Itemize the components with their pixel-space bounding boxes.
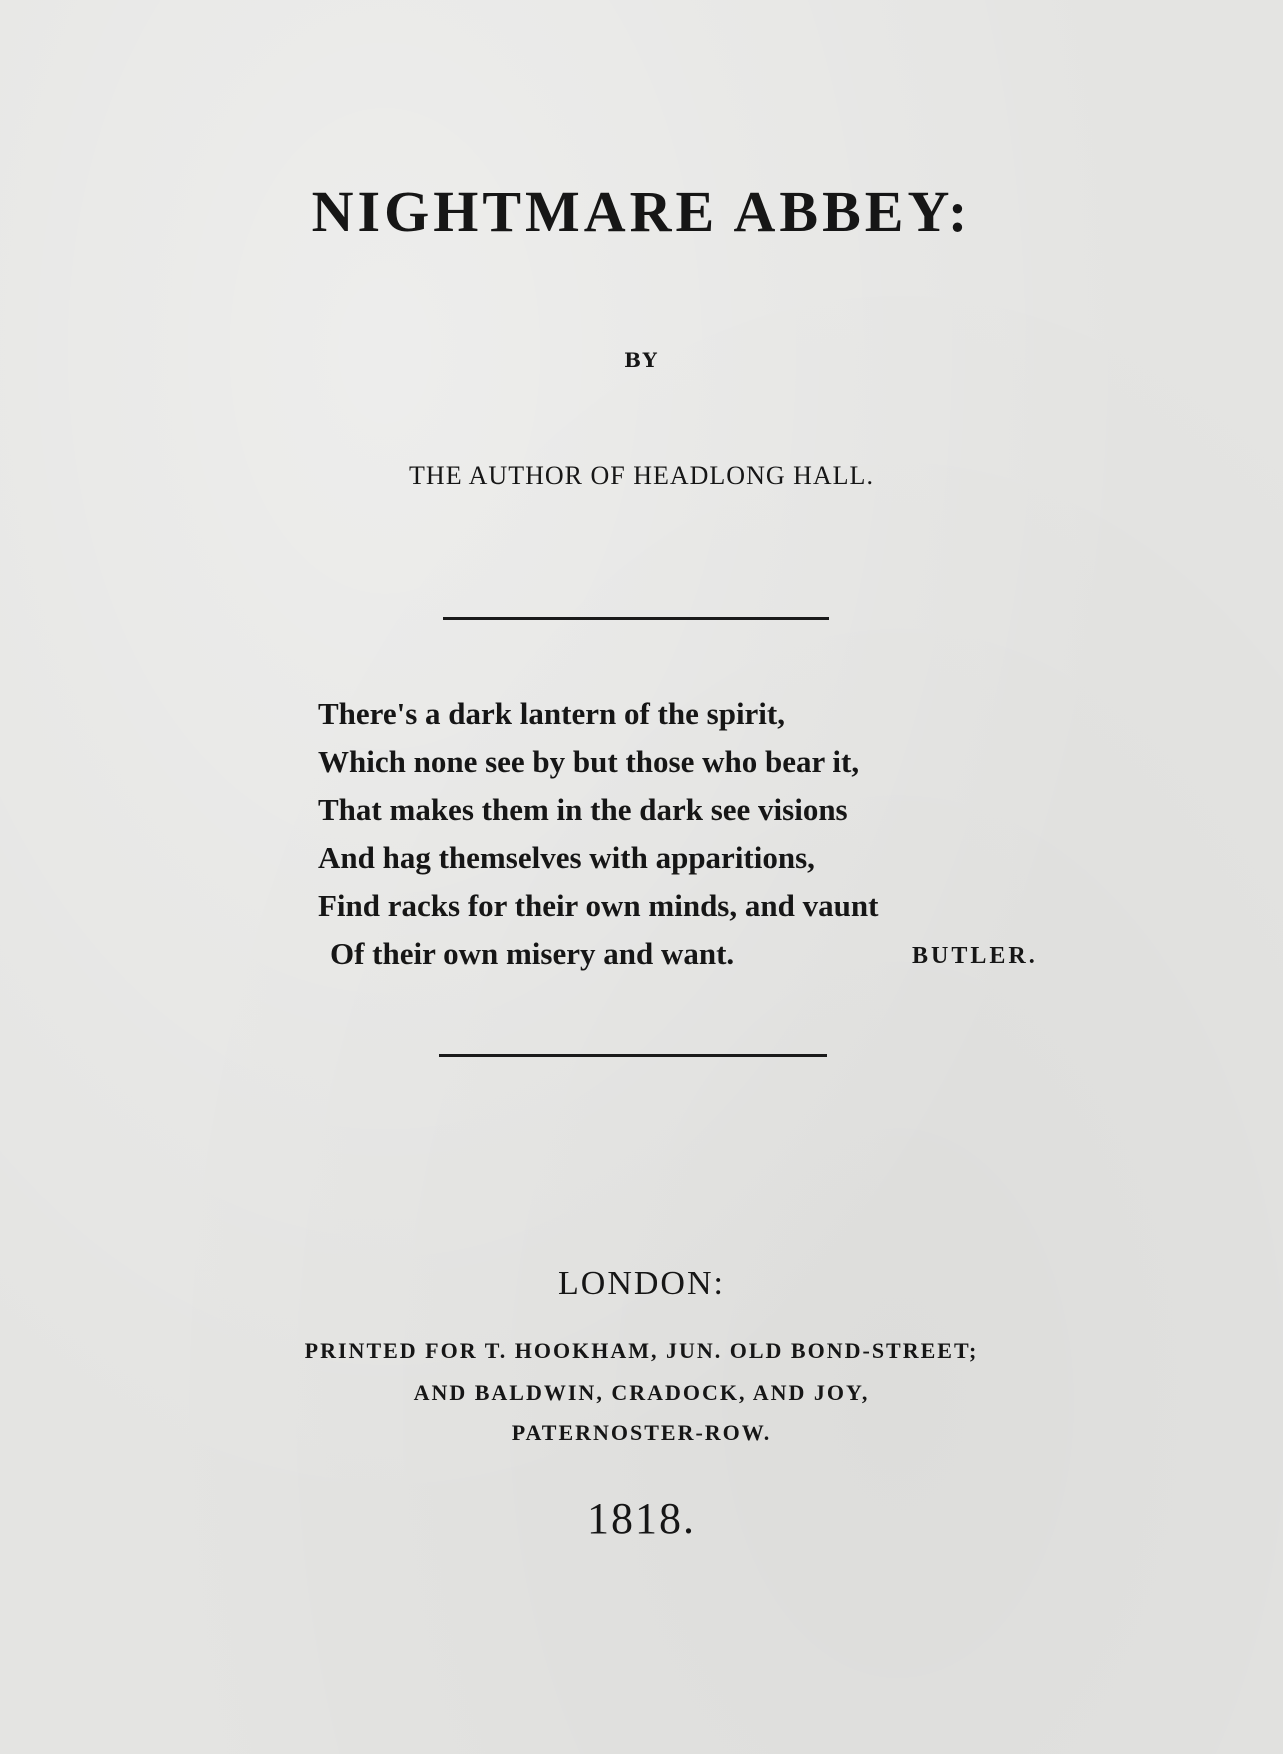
epigraph-attribution: BUTLER. (912, 943, 1038, 969)
book-title: NIGHTMARE ABBEY: (311, 179, 972, 244)
top-divider (443, 617, 829, 620)
imprint-line-2: AND BALDWIN, CRADOCK, AND JOY, (413, 1380, 870, 1405)
epigraph-line: And hag themselves with apparitions, (318, 840, 815, 875)
author-line: THE AUTHOR OF HEADLONG HALL. (409, 461, 874, 490)
bottom-divider (439, 1054, 827, 1057)
by-label: BY (624, 348, 659, 372)
publication-year: 1818. (587, 1494, 696, 1543)
epigraph (318, 690, 878, 978)
imprint-line-3: PATERNOSTER-ROW. (511, 1420, 772, 1445)
epigraph-line: There's a dark lantern of the spirit, (318, 696, 785, 731)
imprint-line-1: PRINTED FOR T. HOOKHAM, JUN. OLD BOND-STREET; (304, 1338, 979, 1363)
epigraph-line: That makes them in the dark see visions (318, 792, 848, 827)
imprint-city: LONDON: (558, 1265, 725, 1302)
epigraph-line: Of their own misery and want. (330, 936, 735, 971)
epigraph-line: Find racks for their own minds, and vaunt (318, 888, 879, 923)
epigraph-line: Which none see by but those who bear it, (318, 744, 860, 779)
